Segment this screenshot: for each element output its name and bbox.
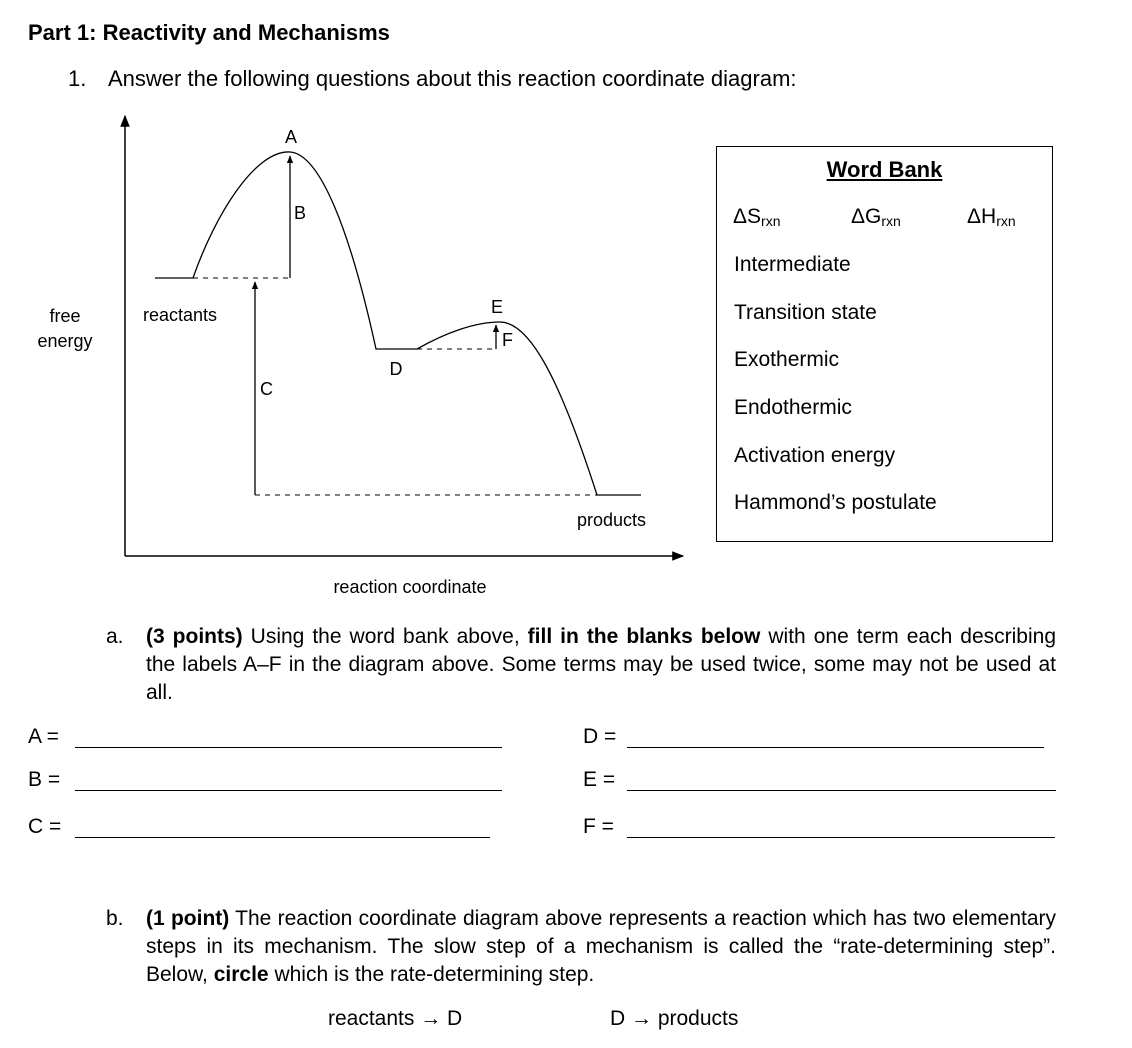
label-x-axis: reaction coordinate: [333, 577, 487, 597]
blank-D-field[interactable]: [627, 747, 1044, 748]
choice-d-to-products[interactable]: D → products: [610, 1007, 739, 1030]
word-bank: [716, 146, 1053, 542]
point-B: B: [294, 203, 307, 223]
word-endothermic: Endothermic: [734, 396, 852, 419]
symbol-delta-h: $\Delta H_{rxn}$: [967, 205, 1016, 229]
energy-curve: [155, 152, 641, 495]
point-D: D: [389, 359, 403, 379]
symbol-delta-s: $\Delta S_{rxn}$: [733, 205, 781, 229]
part-b-text: b. (1 point) The reaction coordinate diagram above represents a reaction which has two elementary steps in its mechanism. The slow step of a mechanism is called the “rate-determining step”. Below, circle which is the rate-determining step.: [106, 907, 1057, 986]
point-C: C: [260, 379, 273, 399]
question-text: Answer the following questions about this reaction coordinate diagram:: [108, 66, 797, 91]
blank-E-label: E =: [583, 768, 616, 791]
reaction-coordinate-diagram: [0, 0, 700, 610]
point-A: A: [284, 127, 298, 147]
word-intermediate: Intermediate: [734, 253, 851, 276]
word-transition-state: Transition state: [734, 301, 877, 324]
word-activation-energy: Activation energy: [734, 444, 896, 467]
label-energy: energy: [37, 331, 93, 351]
blank-F-label: F =: [583, 815, 614, 838]
point-E: E: [490, 297, 504, 317]
part-b-label: b.: [106, 907, 124, 930]
blank-A-field[interactable]: [75, 747, 502, 748]
blank-F-field[interactable]: [627, 837, 1055, 838]
part-a-label: a.: [106, 625, 124, 648]
label-products: products: [577, 510, 647, 530]
word-hammonds-postulate: Hammond’s postulate: [734, 491, 937, 514]
part-a-text: a. (3 points) Using the word bank above, fill in the blanks below with one term each describing the labels A–F in the diagram above. Some terms may be used twice, some may not be used at all.: [106, 625, 1057, 704]
word-exothermic: Exothermic: [734, 348, 840, 371]
symbol-delta-g: $\Delta G_{rxn}$: [851, 205, 901, 229]
question-number: 1.: [68, 66, 87, 91]
choice-reactants-to-d[interactable]: reactants → D: [328, 1007, 463, 1030]
blank-B-label: B =: [28, 768, 61, 791]
label-reactants: reactants: [143, 305, 218, 325]
blank-A-label: A =: [28, 725, 59, 748]
blank-D-label: D =: [583, 725, 617, 748]
blank-C-field[interactable]: [75, 837, 490, 838]
label-free: free: [49, 306, 81, 326]
blank-C-label: C =: [28, 815, 62, 838]
blank-B-field[interactable]: [75, 790, 502, 791]
part-title: Part 1: Reactivity and Mechanisms: [28, 20, 390, 45]
word-bank-title: Word Bank: [826, 157, 943, 182]
point-F: F: [502, 330, 513, 350]
blank-E-field[interactable]: [627, 790, 1056, 791]
